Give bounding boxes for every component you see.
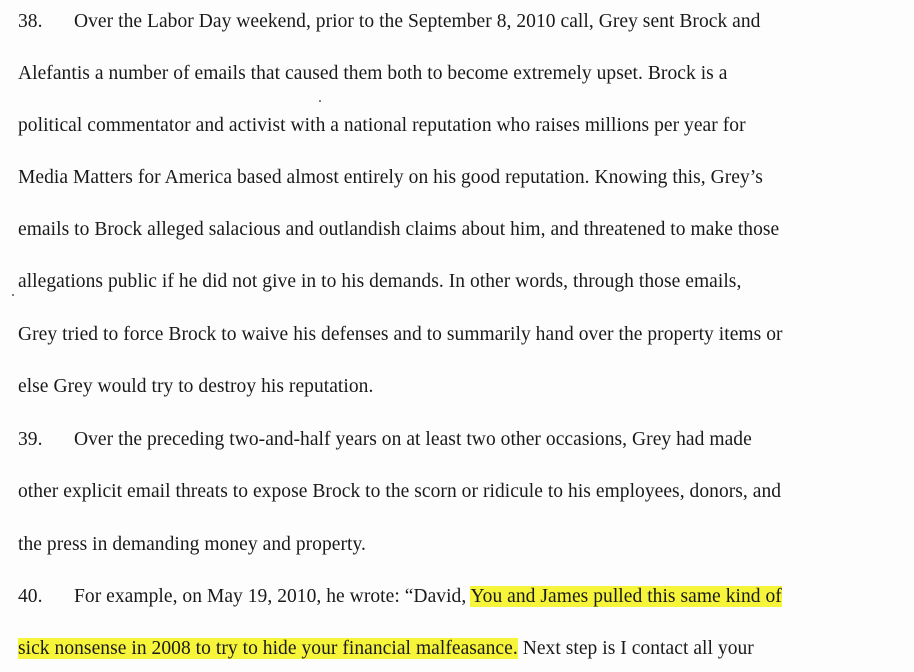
paragraph-38-line-4 — [18, 166, 763, 190]
scan-speck — [12, 294, 14, 296]
paragraph-38-line-7 — [18, 323, 783, 347]
paragraph-38-line-6 — [18, 270, 741, 294]
text-line: Alefantis a number of emails that caused them both to become extremely upset. Brock is a — [18, 63, 728, 84]
text-line: Next step is I contact all your — [517, 638, 754, 659]
paragraph-38-line-1 — [18, 10, 760, 34]
text-line: the press in demanding money and property. — [18, 534, 366, 555]
paragraph-40-line-1 — [18, 585, 782, 609]
text-line: Grey tried to force Brock to waive his defenses and to summarily hand over the property items or — [18, 324, 783, 345]
text-line: Over the preceding two-and-half years on at least two other occasions, Grey had made — [74, 429, 752, 450]
text-line: other explicit email threats to expose Brock to the scorn or ridicule to his employees, donors, and — [18, 481, 782, 502]
text-line: For example, on May 19, 2010, he wrote: “David, — [74, 586, 471, 607]
paragraph-38-line-8 — [18, 375, 373, 399]
scan-speck — [319, 100, 321, 102]
paragraph-38-line-2 — [18, 62, 727, 86]
text-line: allegations public if he did not give in to his demands. In other words, through those emails, — [18, 271, 742, 292]
paragraph-39-line-3 — [18, 533, 366, 557]
paragraph-number: 38. — [18, 11, 43, 32]
text-line: emails to Brock alleged salacious and outlandish claims about him, and threatened to make those — [18, 219, 780, 240]
paragraph-39-line-2 — [18, 480, 781, 504]
paragraph-number: 39. — [18, 429, 43, 450]
paragraph-40-line-2 — [18, 637, 754, 661]
text-line: else Grey would try to destroy his reputation. — [18, 376, 374, 397]
text-line: Over the Labor Day weekend, prior to the September 8, 2010 call, Grey sent Brock and — [74, 11, 761, 32]
highlighted-text: You and James pulled this same kind of — [470, 586, 782, 607]
highlighted-text: sick nonsense in 2008 to try to hide your financial malfeasance. — [18, 638, 518, 659]
paragraph-38-line-5 — [18, 218, 779, 242]
text-line: political commentator and activist with a national reputation who raises millions per year for — [18, 115, 746, 136]
text-line: Media Matters for America based almost entirely on his good reputation. Knowing this, Grey’s — [18, 167, 763, 188]
paragraph-39-line-1 — [18, 428, 752, 452]
paragraph-38-line-3 — [18, 114, 746, 138]
paragraph-number: 40. — [18, 586, 43, 607]
